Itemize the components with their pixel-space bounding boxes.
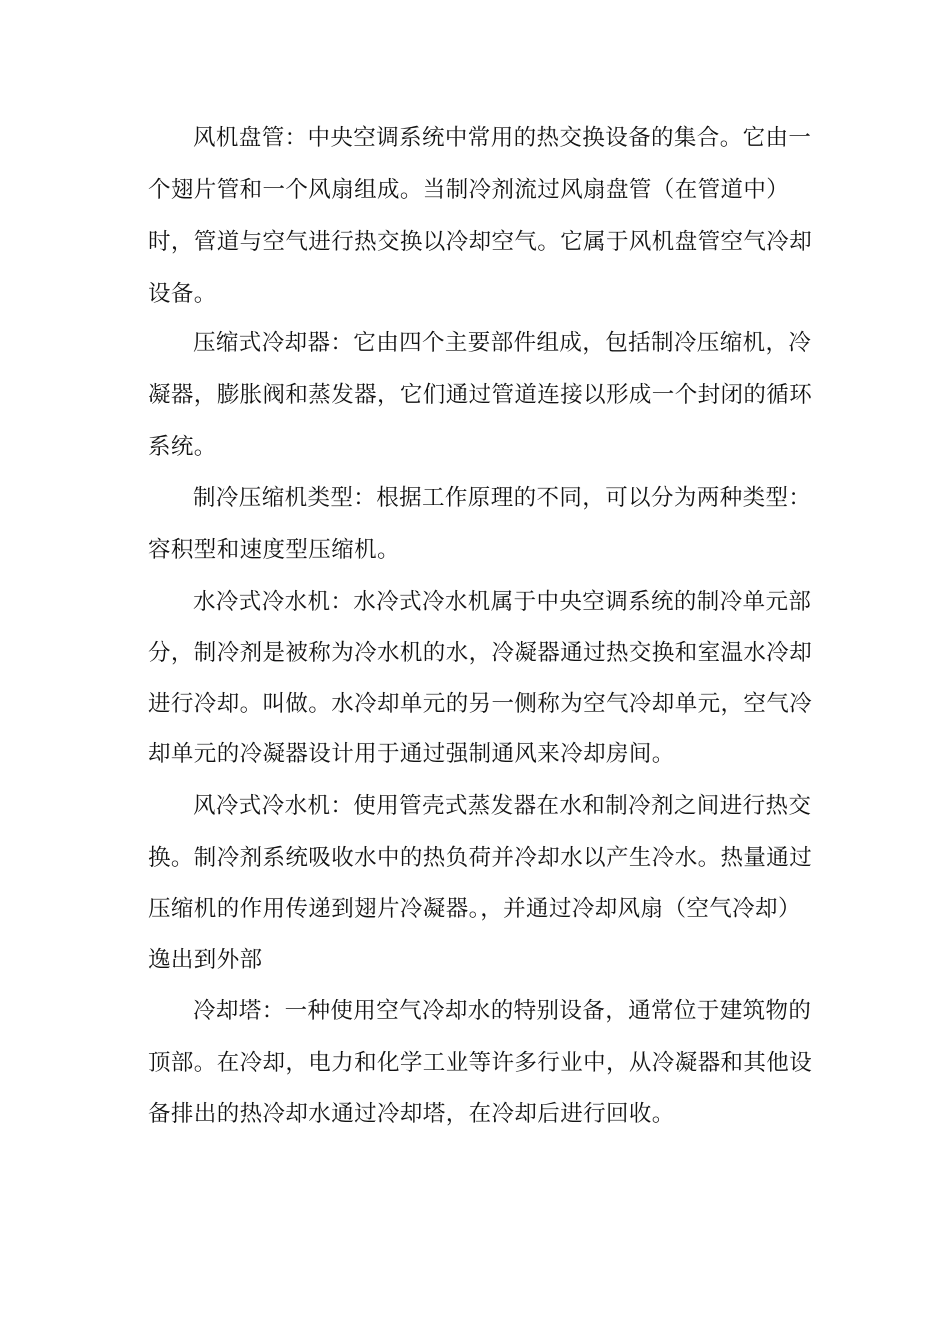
text-line: 进行冷却。叫做。水冷却单元的另一侧称为空气冷却单元，空气冷 [148,691,813,717]
text-line: 换。制冷剂系统吸收水中的热负荷并冷却水以产生冷水。热量通过 [148,845,813,871]
text-line: 备排出的热冷却水通过冷却塔，在冷却后进行回收。 [148,1101,675,1127]
text-line: 冷却塔：一种使用空气冷却水的特别设备，通常位于建筑物的 [193,998,812,1024]
text-line: 风机盘管：中央空调系统中常用的热交换设备的集合。它由一 [193,125,812,151]
text-line: 风冷式冷水机：使用管壳式蒸发器在水和制冷剂之间进行热交 [193,793,812,819]
text-line: 压缩机的作用传递到翅片冷凝器。，并通过冷却风扇（空气冷却） [148,896,801,922]
text-line: 制冷压缩机类型：根据工作原理的不同，可以分为两种类型： [193,485,812,511]
text-line: 顶部。在冷却，电力和化学工业等许多行业中，从冷凝器和其他设 [148,1050,813,1076]
text-line: 系统。 [148,434,217,460]
text-line: 凝器，膨胀阀和蒸发器，它们通过管道连接以形成一个封闭的循环 [148,382,813,408]
text-line: 设备。 [148,281,217,307]
text-line: 时，管道与空气进行热交换以冷却空气。它属于风机盘管空气冷却 [148,229,813,255]
text-line: 压缩式冷却器：它由四个主要部件组成，包括制冷压缩机，冷 [193,330,812,356]
text-line: 逸出到外部 [148,947,263,973]
text-line: 水冷式冷水机：水冷式冷水机属于中央空调系统的制冷单元部 [193,589,812,615]
text-line: 容积型和速度型压缩机。 [148,537,400,563]
text-line: 分，制冷剂是被称为冷水机的水，冷凝器通过热交换和室温水冷却 [148,640,813,666]
text-line: 个翅片管和一个风扇组成。当制冷剂流过风扇盘管（在管道中） [148,177,790,203]
text-line: 却单元的冷凝器设计用于通过强制通风来冷却房间。 [148,741,675,767]
